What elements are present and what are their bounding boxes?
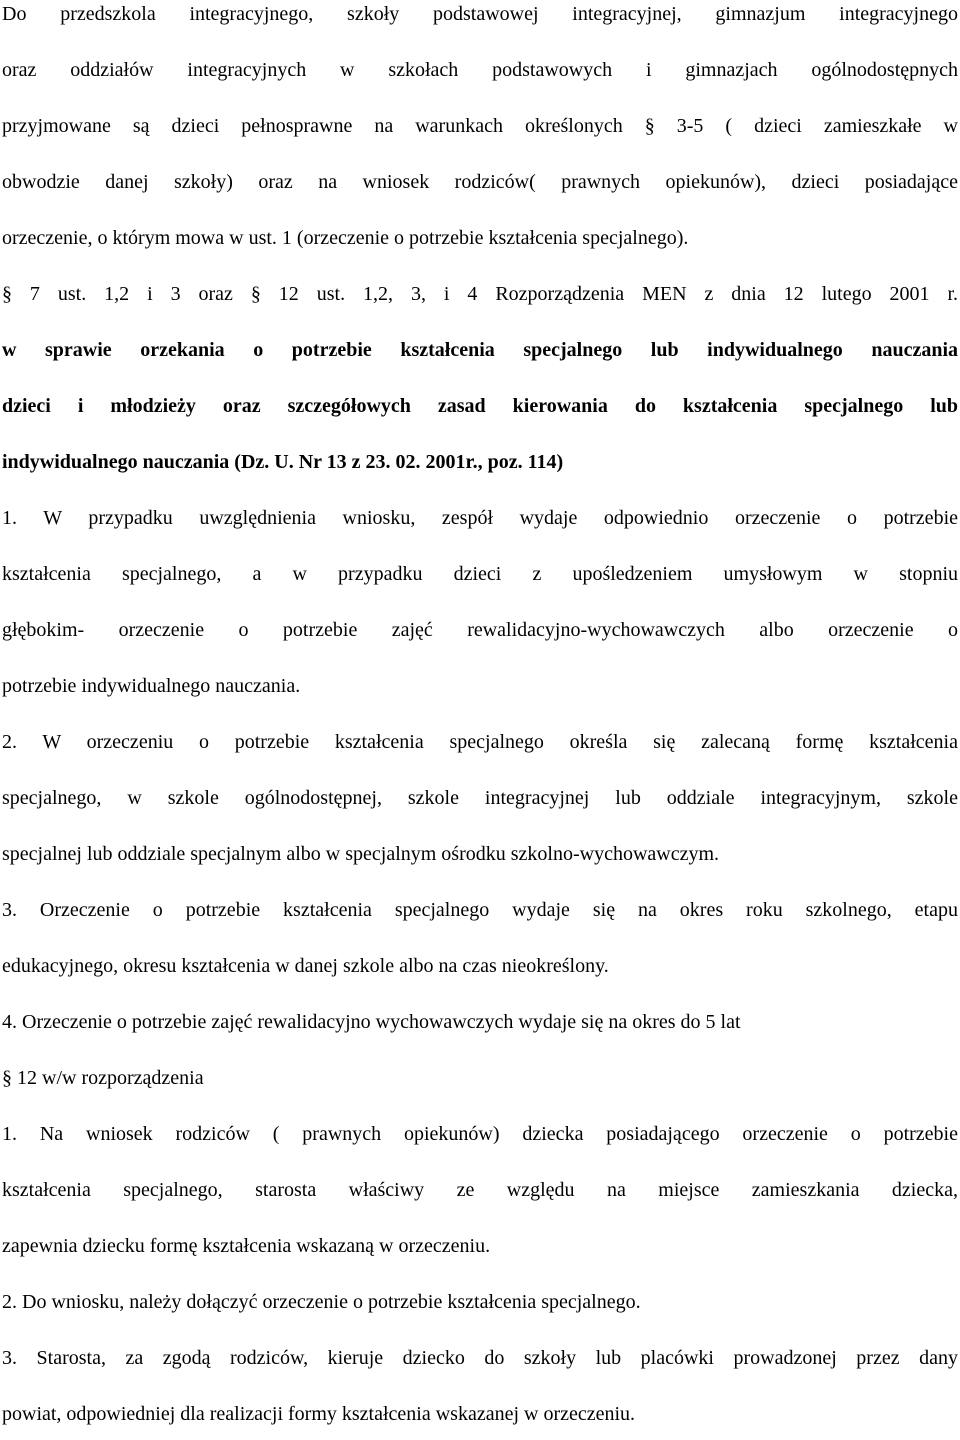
text-line: przyjmowane są dzieci pełnosprawne na warunkach określonych § 3-5 ( dzieci zamieszkałe w [2,115,958,137]
paragraph-2-line: specjalnego, w szkole ogólnodostępnej, szkole integracyjnej lub oddziale integracyjnym, szkole [2,787,958,809]
paragraph-1-line: potrzebie indywidualnego nauczania. [2,675,301,697]
paragraph-3-line: 3. Orzeczenie o potrzebie kształcenia specjalnego wydaje się na okres roku szkolnego, etapu [2,899,958,921]
paragraph-1-line: głębokim- orzeczenie o potrzebie zajęć rewalidacyjno-wychowawczych albo orzeczenie o [2,619,958,641]
text-line: obwodzie danej szkoły) oraz na wniosek rodziców( prawnych opiekunów), dzieci posiadające [2,171,958,193]
paragraph-1-line: kształcenia specjalnego, a w przypadku dzieci z upośledzeniem umysłowym w stopniu [2,563,958,585]
paragraph-3-line: edukacyjnego, okresu kształcenia w danej szkole albo na czas nieokreślony. [2,955,609,977]
section-12-item-1-line: 1. Na wniosek rodziców ( prawnych opiekunów) dziecka posiadającego orzeczenie o potrzebie [2,1123,958,1145]
text-line: Do przedszkola integracyjnego, szkoły podstawowej integracyjnej, gimnazjum integracyjnego [2,3,958,25]
regulation-reference: § 7 ust. 1,2 i 3 oraz § 12 ust. 1,2, 3, i 4 Rozporządzenia MEN z dnia 12 lutego 2001 r. [2,283,958,305]
section-12-item-2-line: 2. Do wniosku, należy dołączyć orzeczenie o potrzebie kształcenia specjalnego. [2,1291,641,1313]
regulation-title-line: indywidualnego nauczania (Dz. U. Nr 13 z 23. 02. 2001r., poz. 114) [2,451,564,473]
text-line: oraz oddziałów integracyjnych w szkołach podstawowych i gimnazjach ogólnodostępnych [2,59,958,81]
section-12-item-1-line: kształcenia specjalnego, starosta właściwy ze względu na miejsce zamieszkania dziecka, [2,1179,958,1201]
regulation-title-line: w sprawie orzekania o potrzebie kształcenia specjalnego lub indywidualnego nauczania [2,339,958,361]
section-12-item-3-line: powiat, odpowiedniej dla realizacji formy kształcenia wskazanej w orzeczeniu. [2,1403,636,1425]
section-12-item-1-line: zapewnia dziecku formę kształcenia wskazaną w orzeczeniu. [2,1235,491,1257]
paragraph-4-line: 4. Orzeczenie o potrzebie zajęć rewalidacyjno wychowawczych wydaje się na okres do 5 lat [2,1011,741,1033]
regulation-title-line: dzieci i młodzieży oraz szczegółowych zasad kierowania do kształcenia specjalnego lub [2,395,958,417]
section-heading: § 12 w/w rozporządzenia [2,1067,204,1089]
paragraph-2-line: 2. W orzeczeniu o potrzebie kształcenia specjalnego określa się zalecaną formę kształcenia [2,731,958,753]
paragraph-1-line: 1. W przypadku uwzględnienia wniosku, zespół wydaje odpowiednio orzeczenie o potrzebie [2,507,958,529]
section-12-item-3-line: 3. Starosta, za zgodą rodziców, kieruje dziecko do szkoły lub placówki prowadzonej przez dany [2,1347,958,1369]
paragraph-2-line: specjalnej lub oddziale specjalnym albo w specjalnym ośrodku szkolno-wychowawczym. [2,843,720,865]
text-line: orzeczenie, o którym mowa w ust. 1 (orzeczenie o potrzebie kształcenia specjalnego). [2,227,689,249]
